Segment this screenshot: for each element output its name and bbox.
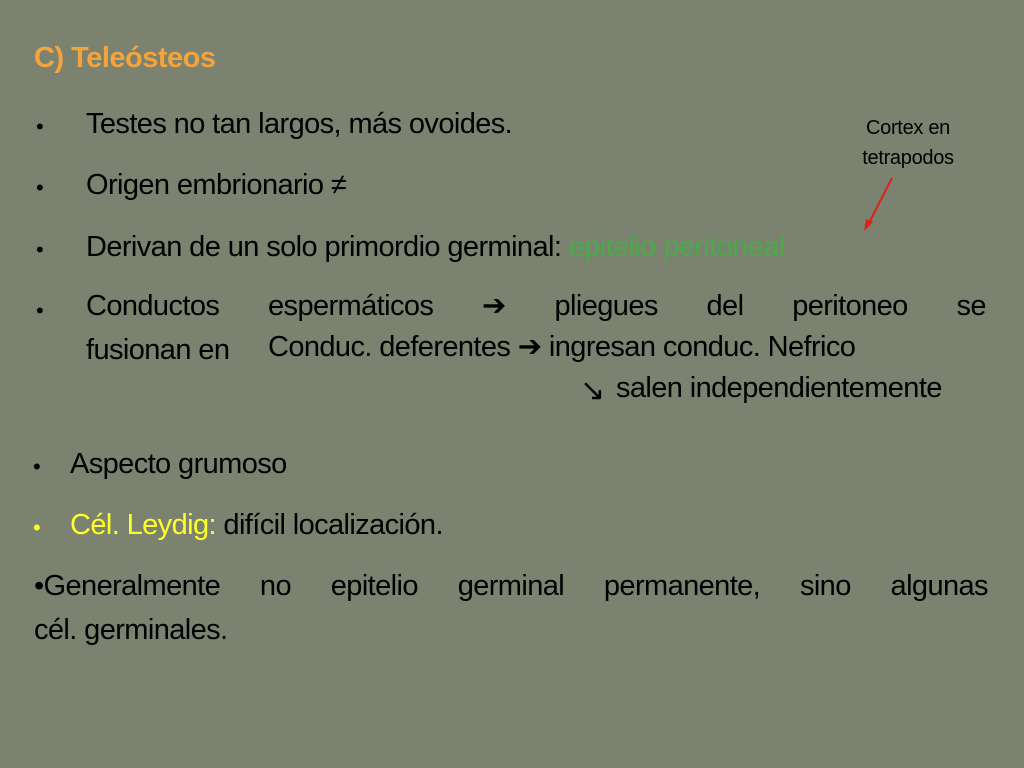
bullet-7-word: algunas	[890, 570, 988, 602]
bullet-6-text: difícil localización.	[215, 509, 443, 541]
bullet-7-word: •Generalmente	[34, 570, 221, 602]
bullet-3-marker: •	[36, 237, 44, 262]
bullet-6-label: Cél. Leydig:	[70, 509, 216, 541]
bullet-4-word: espermáticos	[268, 290, 434, 322]
bullet-7-word: sino	[799, 570, 851, 602]
slide-title: C) Teleósteos	[34, 42, 216, 74]
bullet-5-text: Aspecto grumoso	[70, 448, 287, 480]
annotation-line-2: tetrapodos	[862, 147, 954, 169]
annotation-arrow-icon	[860, 175, 900, 235]
bullet-7-word: epitelio	[330, 570, 418, 602]
down-right-arrow-icon: ↘	[580, 374, 605, 407]
bullet-4-word: peritoneo	[792, 290, 908, 322]
bullet-7-word: germinal	[457, 570, 565, 602]
bullet-5-marker: •	[33, 454, 41, 479]
bullet-4-line-1	[86, 288, 986, 324]
annotation-line-1: Cortex en	[865, 117, 950, 139]
bullet-6-marker: •	[33, 515, 41, 540]
bullet-3-highlight: epitelio peritoneal	[568, 231, 785, 263]
bullet-4-word: del	[706, 290, 744, 322]
bullet-7-word: no	[259, 570, 291, 602]
bullet-4-marker: •	[36, 298, 44, 323]
bullet-1-text: Testes no tan largos, más ovoides.	[86, 108, 513, 140]
bullet-3-line	[86, 229, 785, 265]
annotation-note	[838, 113, 978, 173]
bullet-4-word: pliegues	[554, 290, 658, 322]
bullet-7-line-2: cél. germinales.	[34, 614, 228, 646]
bullet-4-line-3: salen independientemente	[616, 372, 942, 404]
bullet-1-marker: •	[36, 114, 44, 139]
bullet-7-word: permanente,	[603, 570, 761, 602]
bullet-4-line-2b: Conduc. deferentes ➔ ingresan conduc. Nefrico	[268, 331, 856, 363]
bullet-3-text: Derivan de un solo primordio germinal:	[86, 231, 569, 263]
bullet-2-text: Origen embrionario ≠	[86, 169, 347, 201]
bullet-4-word: Conductos	[86, 290, 220, 322]
bullet-4-word: se	[956, 290, 986, 322]
bullet-6-line	[70, 507, 443, 543]
bullet-4-line-2a: fusionan en	[86, 334, 230, 366]
bullet-2-marker: •	[36, 175, 44, 200]
bullet-4-arrow: ➔	[482, 290, 506, 322]
bullet-7-line-1	[34, 568, 988, 604]
